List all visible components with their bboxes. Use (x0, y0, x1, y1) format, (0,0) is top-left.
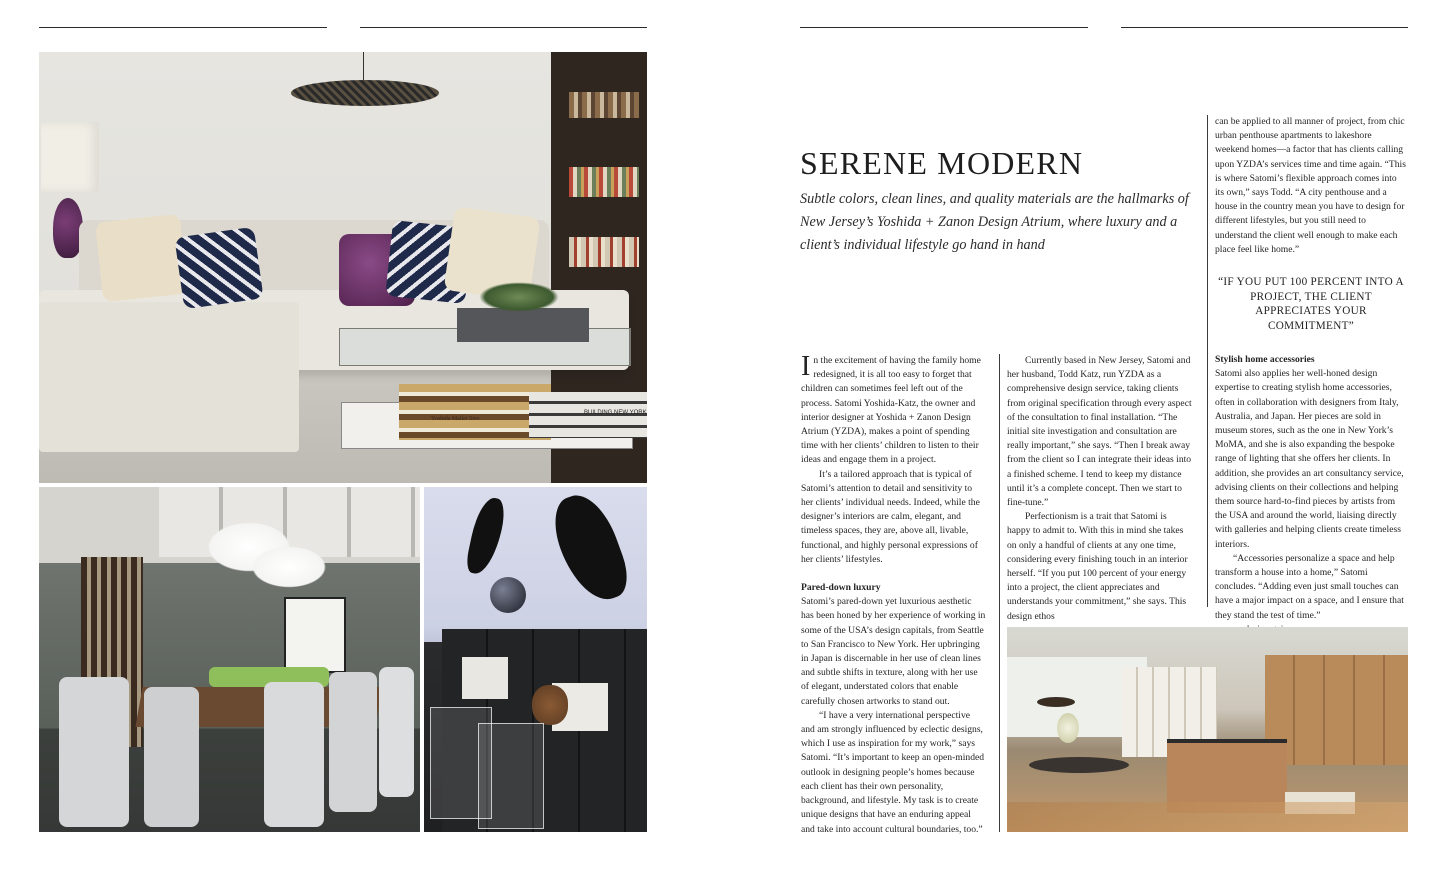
pillow-gold (95, 214, 188, 302)
paragraph: Satomi also applies her well-honed design expertise to creating stylish home accessories, often in collaboration with designers from Italy, Australia, and Japan. Her pieces are sold in museum stores, such as the one in New York’s MoMA, and she is also expanding the bespoke range of lighting that she offers her clients. In addition, she provides an art consultancy service, advising clients on their collections and helping them source hard-to-find pieces by artists from the USA and around the world, liaising directly with galleries and helping clients create timeless interiors. (1215, 368, 1404, 550)
bookshelf-books (569, 167, 639, 197)
dining-chair (59, 677, 129, 827)
chandelier (244, 542, 334, 592)
header-rule-3 (800, 27, 1088, 28)
header-rule-1 (39, 27, 327, 28)
flower-vase (1057, 713, 1079, 743)
planter (457, 308, 589, 342)
subheading: Pared-down luxury (801, 582, 881, 594)
paragraph: can be applied to all manner of project, from chic urban penthouse apartments to lakeshore weekend homes—a factor that has clients calling upon YZDA’s services time and time again. “This is where Satomi’s flexible approach comes into its own,” says Todd. “A city penthouse and a house in the country mean you have to design for different lifestyles, but you still need to understand the client well enough to make each place feel like home.” (1215, 116, 1406, 255)
article-column-1 (801, 351, 986, 837)
standfirst: Subtle colors, clean lines, and quality materials are the hallmarks of New Jersey’s Yoshida + Zanon Design Atrium, where luxury and a client’s individual lifestyle go hand in hand (800, 191, 1189, 253)
sofa-chaise (39, 302, 299, 452)
succulents (479, 282, 559, 312)
pendant-light (1037, 697, 1075, 707)
wall-art-wing (545, 487, 635, 609)
wall-art-wing (464, 495, 508, 577)
paragraph: “Accessories personalize a space and help transform a house into a home,” Satomi concludes. “Adding even just small touches can have a major impact on a space, and I ensure that they stand the test of time.” (1215, 552, 1404, 621)
subheading: Stylish home accessories (1215, 354, 1315, 366)
headline: SERENE MODERN (800, 145, 1084, 181)
book-spine-2: BUILDING NEW YORK (584, 410, 647, 416)
paragraph: Satomi’s pared-down yet luxurious aesthetic has been honed by her experience of working in some of the USA’s design capitals, from Seattle to San Francisco to New York. Her upbringing in Japan is discernable in her use of clean lines and subtle shifts in texture, along with her use of elegant, understated colors that enable carefully chosen artworks to stand out. (801, 596, 986, 707)
article-column-2 (1007, 354, 1192, 624)
living-room-photo (39, 52, 647, 483)
plush-toy (532, 685, 568, 725)
bookshelf-books (569, 92, 639, 118)
hallway-photo (424, 487, 647, 832)
column-divider (1207, 115, 1208, 607)
artwork-frame (284, 597, 346, 673)
dining-chair (379, 667, 414, 797)
book-spine-1: Yoshida Mallet Stev (431, 416, 480, 422)
paragraph: “I have a very international perspective and am strongly influenced by eclectic designs, which I use as inspiration for my work,” says Satomi. “It’s important to keep an open-minded outlook in designing people’s homes because each client has their own personality, background, and lifestyle. My task is to create unique designs that have an enduring appeal and take into account cultural boundaries, too.” (801, 709, 985, 835)
column-divider (999, 354, 1000, 832)
paragraph: n the excitement of having the family home redesigned, it is all too easy to forget that children can sometimes feel left out of the process. Satomi Yoshida-Katz, the owner and interior designer at Yoshida + Zanon Design Atrium (YZDA), makes a point of spending time with her clients’ children to listen to their ideas and engage them in a project. (801, 355, 981, 466)
paragraph: Currently based in New Jersey, Satomi and her husband, Todd Katz, run YZDA as a comprehensive design service, taking clients from original specification through every aspect of the consultation to final installation. “The initial site investigation and consultation are really important,” she says. “Then I break away from the client so I can integrate their ideas into a finished scheme. I tend to keep my distance until it’s a complete concept. Then we start to fine-tune.” (1007, 355, 1192, 509)
dining-chair (329, 672, 377, 812)
pull-quote: “IF YOU PUT 100 PERCENT INTO A PROJECT, THE CLIENT APPRECIATES YOUR COMMITMENT” (1218, 276, 1404, 332)
dining-room-photo (39, 487, 420, 832)
article-column-3 (1215, 115, 1407, 637)
dining-table (1029, 757, 1129, 773)
header-rule-4 (1121, 27, 1408, 28)
pendant-light (291, 80, 439, 106)
globe (490, 577, 526, 613)
drop-cap: I (801, 351, 811, 382)
acrylic-stool (478, 723, 544, 829)
kitchen-photo (1007, 627, 1408, 832)
header-rule-2 (360, 27, 647, 28)
table-lamp-shade (41, 122, 99, 192)
paragraph: It’s a tailored approach that is typical of Satomi’s attention to detail and sensitivity to her clients’ individual needs. Indeed, while the designer’s interiors are calm, elegant, and timeless spaces, they are, above all, livable, functional, and highly personal expressions of her clients’ lifestyles. (801, 468, 980, 565)
bookshelf-books (569, 237, 639, 267)
paragraph: Perfectionism is a trait that Satomi is happy to admit to. With this in mind she takes on only a handful of clients at any one time, considering every finishing touch in an interior herself. “If you put 100 percent of your energy into a project, the client appreciates and understands your commitment,” she says. This design ethos (1007, 511, 1188, 622)
wood-floor (1007, 802, 1408, 832)
dining-chair (144, 687, 199, 827)
pillow-navy (174, 227, 263, 309)
cabinet-niche (462, 657, 508, 699)
dining-chair (264, 682, 324, 827)
